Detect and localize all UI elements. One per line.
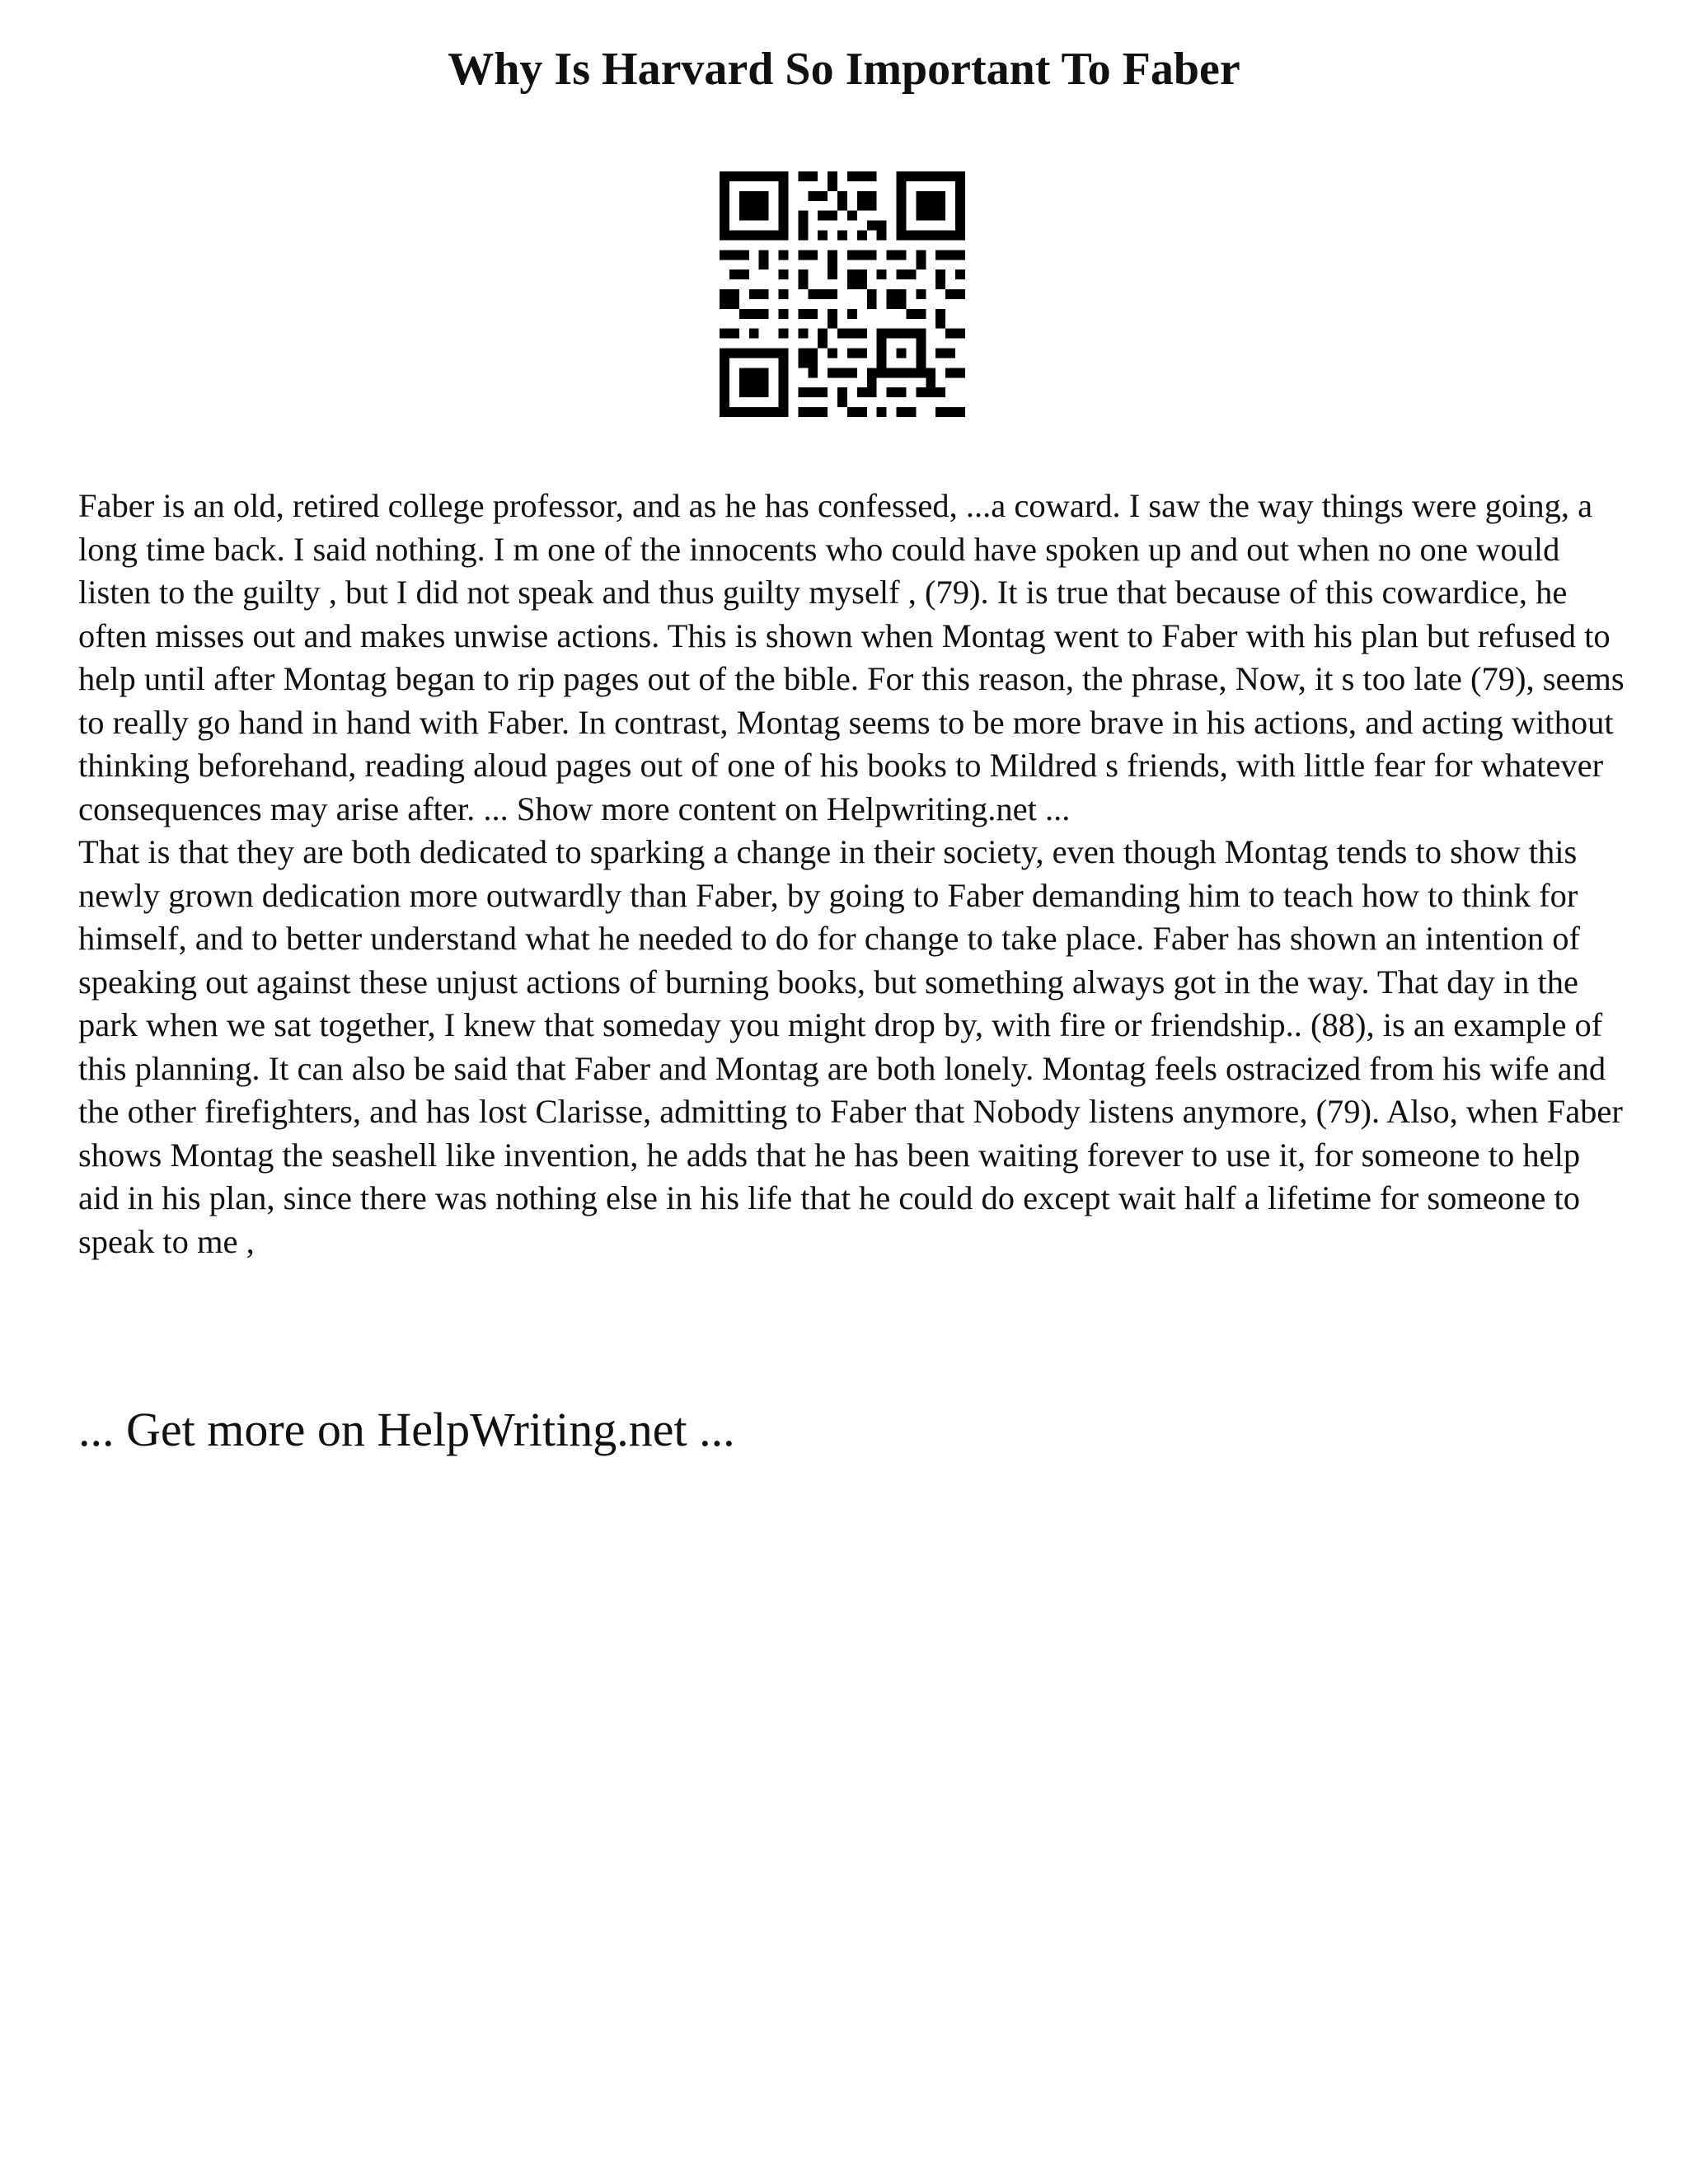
document-body <box>78 485 1628 1263</box>
qr-code-icon <box>720 171 965 417</box>
document-title: Why Is Harvard So Important To Faber <box>448 44 1240 95</box>
get-more-link[interactable]: ... Get more on HelpWriting.net ... <box>78 1403 735 1456</box>
body-paragraph-1: Faber is an old, retired college professor, and as he has confessed, ...a coward. I saw the way things were going, a long time back. I said nothing. I m one of the innocents who could have spoken up and out when no one would listen to the guilty , but I did not speak and thus guilty myself , (79). It is true that because of this cowardice, he often misses out and makes unwise actions. This is shown when Montag went to Faber with his plan but refused to help until after Montag began to rip pages out of the bible. For this reason, the phrase, Now, it s too late (79), seems to really go hand in hand with Faber. In contrast, Montag seems to be more brave in his actions, and acting without thinking beforehand, reading aloud pages out of one of his books to Mildred s friends, with little fear for whatever consequences may arise after. ... Show more content on Helpwriting.net ... <box>78 487 1625 827</box>
body-paragraph-2: That is that they are both dedicated to sparking a change in their society, even though Montag tends to show this newly grown dedication more outwardly than Faber, by going to Faber demanding him to teach how to think for himself, and to better understand what he needed to do for change to take place. Faber has shown an intention of speaking out against these unjust actions of burning books, but something always got in the way. That day in the park when we sat together, I knew that someday you might drop by, with fire or friendship.. (88), is an example of this planning. It can also be said that Faber and Montag are both lonely. Montag feels ostracized from his wife and the other firefighters, and has lost Clarisse, admitting to Faber that Nobody listens anymore, (79). Also, when Faber shows Montag the seashell like invention, he adds that he has been waiting forever to use it, for someone to help aid in his plan, since there was nothing else in his life that he could do except wait half a lifetime for someone to speak to me , <box>78 833 1623 1260</box>
